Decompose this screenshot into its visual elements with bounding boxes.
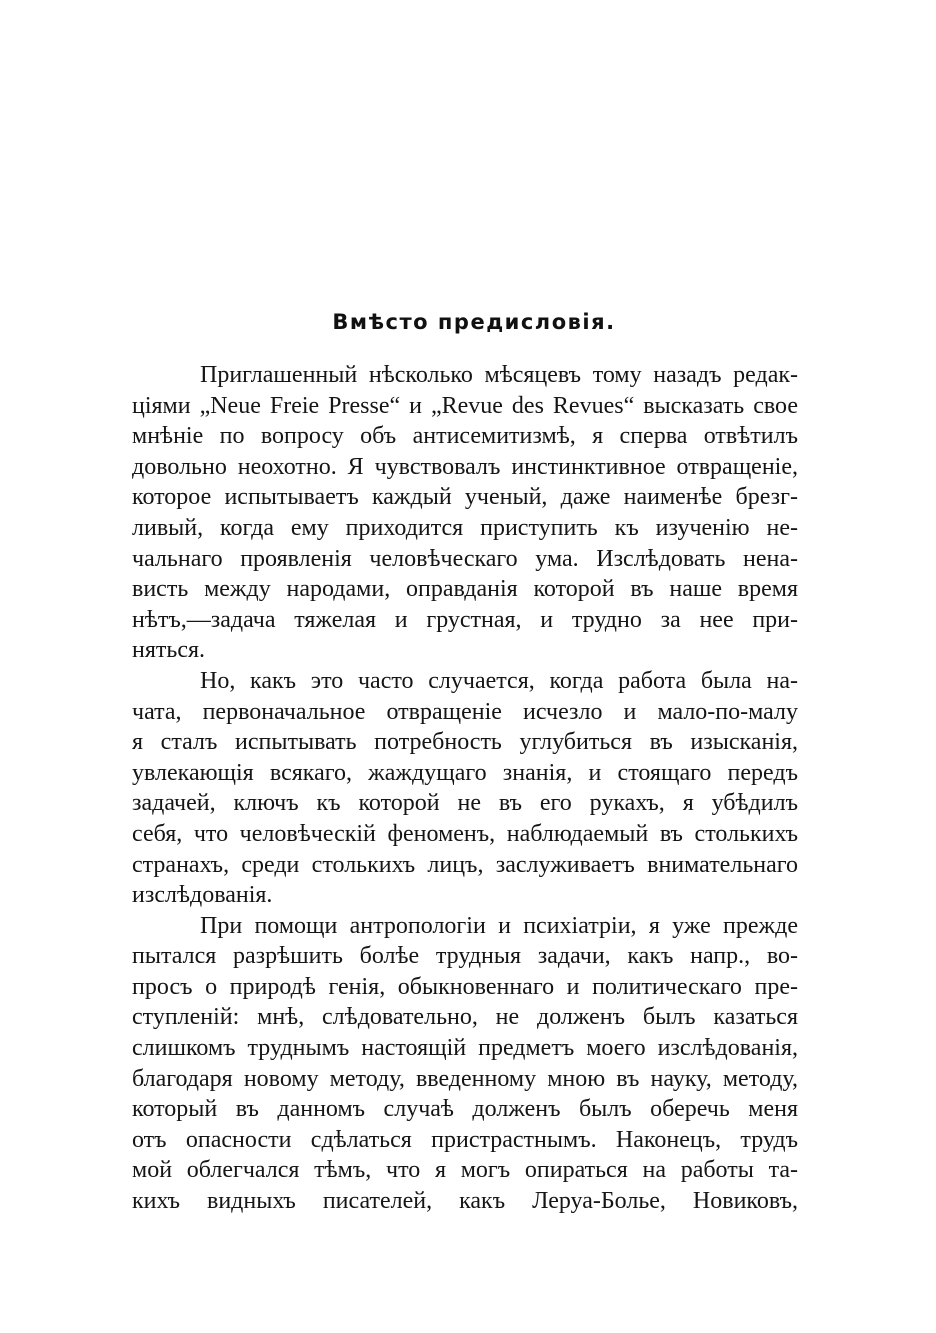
text-line: няться. <box>132 637 206 664</box>
text-line: просъ о природѣ генія, обыкновеннаго и политическаго пре- <box>132 973 798 1000</box>
text-line: задачей, ключъ къ которой не въ его рукахъ, я убѣдилъ <box>132 790 798 817</box>
text-line: странахъ, среди столькихъ лицъ, заслуживаетъ внимательнаго <box>132 851 798 878</box>
text-line: Но, какъ это часто случается, когда работа была на- <box>200 667 798 694</box>
paragraph <box>132 911 798 1217</box>
text-line: увлекающія всякаго, жаждущаго знанія, и стоящаго передъ <box>132 759 798 786</box>
text-line: мнѣніе по вопросу объ антисемитизмѣ, я сперва отвѣтилъ <box>132 423 798 450</box>
text-line: изслѣдованія. <box>132 882 273 909</box>
text-line: чальнаго проявленія человѣческаго ума. Изслѣдовать нена- <box>132 545 798 572</box>
text-line: слишкомъ труднымъ настоящій предметъ моего изслѣдованія, <box>132 1035 798 1062</box>
text-line: которое испытываетъ каждый ученый, даже наименѣе брезг- <box>132 484 798 511</box>
text-line: висть между народами, оправданія которой въ наше время <box>132 576 798 603</box>
text-line: ливый, когда ему приходится приступить къ изученію не- <box>132 514 798 541</box>
text-line: благодаря новому методу, введенному мною въ науку, методу, <box>132 1065 798 1092</box>
paragraph <box>132 666 798 911</box>
page-title: Вмѣсто предисловія. <box>332 310 616 334</box>
text-line: пытался разрѣшить болѣе трудныя задачи, какъ напр., во- <box>132 943 798 970</box>
paragraph <box>132 360 798 666</box>
text-line: Приглашенный нѣсколько мѣсяцевъ тому назадъ редак- <box>200 362 798 388</box>
text-line: довольно неохотно. Я чувствовалъ инстинктивное отвращеніе, <box>132 453 798 480</box>
text-line: который въ данномъ случаѣ долженъ былъ оберечь меня <box>132 1096 798 1123</box>
text-line: нѣтъ,—задача тяжелая и грустная, и трудно за нее при- <box>132 606 798 633</box>
text-line: себя, что человѣческій феноменъ, наблюдаемый въ столькихъ <box>132 820 798 847</box>
text-line: отъ опасности сдѣлаться пристрастнымъ. Наконецъ, трудъ <box>132 1126 798 1153</box>
text-line: ціями „Neue Freie Presse“ и „Revue des Revues“ высказать свое <box>132 392 798 419</box>
text-line: ступленій: мнѣ, слѣдовательно, не долженъ былъ казаться <box>132 1004 798 1031</box>
text-line: чата, первоначальное отвращеніе исчезло и мало-по-малу <box>132 698 798 725</box>
text-line: я сталъ испытывать потребность углубиться въ изысканія, <box>132 729 798 756</box>
text-line: кихъ видныхъ писателей, какъ Леруа-Болье, Новиковъ, <box>132 1188 798 1215</box>
text-line: мой облегчался тѣмъ, что я могъ опираться на работы та- <box>132 1157 798 1184</box>
text-line: При помощи антропологіи и психіатріи, я уже прежде <box>200 912 798 939</box>
body-text <box>132 360 798 1217</box>
